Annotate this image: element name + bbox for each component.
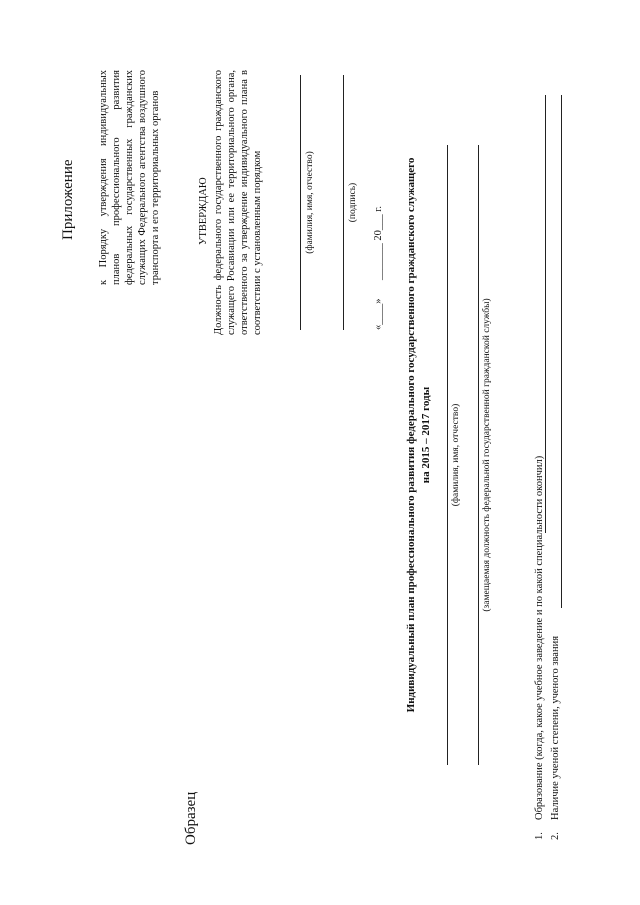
item-fill-line <box>545 95 546 533</box>
item-number: 2. <box>550 832 561 840</box>
approval-title: УТВЕРЖДАЮ <box>198 177 209 245</box>
plan-position-line <box>478 145 479 765</box>
approval-signature-caption: (подпись) <box>348 182 358 223</box>
item-label: Наличие ученой степени, ученого звания <box>550 635 561 820</box>
approval-date-day: «____» <box>373 298 384 330</box>
plan-position-caption: (замещаемая должность федеральной государственной гражданской службы) <box>482 298 492 612</box>
plan-name-caption: (фамилия, имя, отчество) <box>451 403 461 507</box>
plan-title: Индивидуальный план профессионального развития федерального государственного гражданского служащего <box>405 157 417 713</box>
plan-period: на 2015 – 2017 годы <box>420 386 432 484</box>
approval-body: Должность федерального государственного гражданского служащего Росавиации или ее территориального органа, ответственного за утверждение индивидуального плана в соответствии с установленным порядком <box>213 70 263 335</box>
approval-date-year: _______ 20___ г. <box>373 206 384 280</box>
item-number: 1. <box>534 832 545 840</box>
order-reference: к Порядку утверждения индивидуальных планов профессионального развития федеральных государственных гражданских служащих Федерального агентства воздушного транспорта и его территориальных органов <box>98 70 161 285</box>
sample-label: Образец <box>183 791 199 845</box>
appendix-heading: Приложение <box>60 159 76 240</box>
item-label: Образование (когда, какое учебное заведение и по какой специальности окончил) <box>534 455 545 820</box>
plan-name-line <box>447 145 448 765</box>
item-fill-line <box>561 95 562 608</box>
approval-signature-line <box>343 75 344 330</box>
approval-name-line <box>300 75 301 330</box>
approval-name-caption: (фамилия, имя, отчество) <box>305 151 315 254</box>
